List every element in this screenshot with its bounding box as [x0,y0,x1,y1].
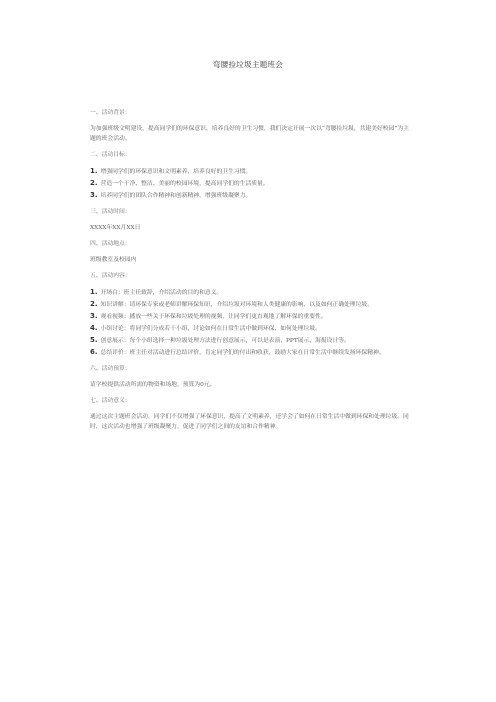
document-body [90,108,410,438]
list-item [90,166,410,177]
list-item [90,323,410,334]
section-heading-budget: 六、活动预算： [90,366,131,372]
item-number: 1. [90,288,98,296]
list-item [90,178,410,189]
item-number: 3. [90,191,98,199]
item-number: 1. [90,167,98,175]
list-item [90,335,410,346]
goals-list [90,166,410,201]
item-number: 2. [90,300,98,308]
item-number: 2. [90,179,98,187]
item-text: 培养同学们的团队合作精神和创新精神，增强班级凝聚力。 [100,193,252,199]
section-text-time: XXXX年XX月XX日 [90,225,141,231]
section-text-budget: 请学校提供活动所需的物资和场地，预算为0元。 [90,382,216,388]
item-text: 观看视频：播放一些关于环保和垃圾处理的视频，让同学们更直观地了解环保的重要性。 [100,314,327,320]
section-heading-location: 四、活动地点： [90,241,131,247]
list-item [90,190,410,201]
item-text: 增强同学们的环保意识和文明素养，培养良好的卫生习惯。 [100,169,252,175]
section-heading-time: 三、活动时间： [90,209,131,215]
list-item [90,287,410,298]
list-item [90,347,410,358]
list-item [90,299,410,310]
section-text-background: 为加强班级文明建设，提高同学们的环保意识，培养良好的卫生习惯，我们决定开展一次以“弯腰捡垃圾，共建美好校园”为主题的班会活动。 [90,126,409,142]
item-text: 知识讲解：请环保专家或老师讲解环保知识，介绍垃圾对环境和人类健康的影响，以及如何正确处理垃圾。 [100,302,373,308]
item-number: 6. [90,348,98,356]
section-heading-content: 五、活动内容： [90,273,131,279]
item-text: 开场白：班主任致辞，介绍活动的目的和意义。 [100,290,223,296]
item-text: 创意展示：每个小组选择一种垃圾处理方法进行创意展示，可以是表演、PPT展示、海报设计等。 [100,338,350,344]
section-heading-background: 一、活动背景： [90,110,131,116]
item-text: 小组讨论：将同学们分成若干小组，讨论如何在日常生活中做到环保，如何处理垃圾。 [100,326,321,332]
content-list [90,287,410,358]
section-heading-significance: 七、活动意义： [90,398,131,404]
list-item [90,311,410,322]
item-text: 总结评价：班主任对活动进行总结评价，肯定同学们的付出和收获，鼓励大家在日常生活中继续发扬环保精神。 [100,350,385,356]
item-text: 营造一个干净、整洁、美丽的校园环境，提高同学们的生活质量。 [100,181,269,187]
item-number: 4. [90,324,98,332]
section-text-significance: 通过这次主题班会活动，同学们不仅增强了环保意识，提高了文明素养，还学会了如何在日常生活中做到环保和处理垃圾。同时，这次活动也增强了班级凝聚力，促进了同学们之间的友谊和合作精神。 [90,414,409,430]
section-text-location: 班级教室及校园内 [90,257,137,263]
section-heading-goals: 二、活动目标： [90,152,131,158]
document-title: 弯腰捡垃圾主题班会 [212,60,284,69]
item-number: 3. [90,312,98,320]
item-number: 5. [90,336,98,344]
